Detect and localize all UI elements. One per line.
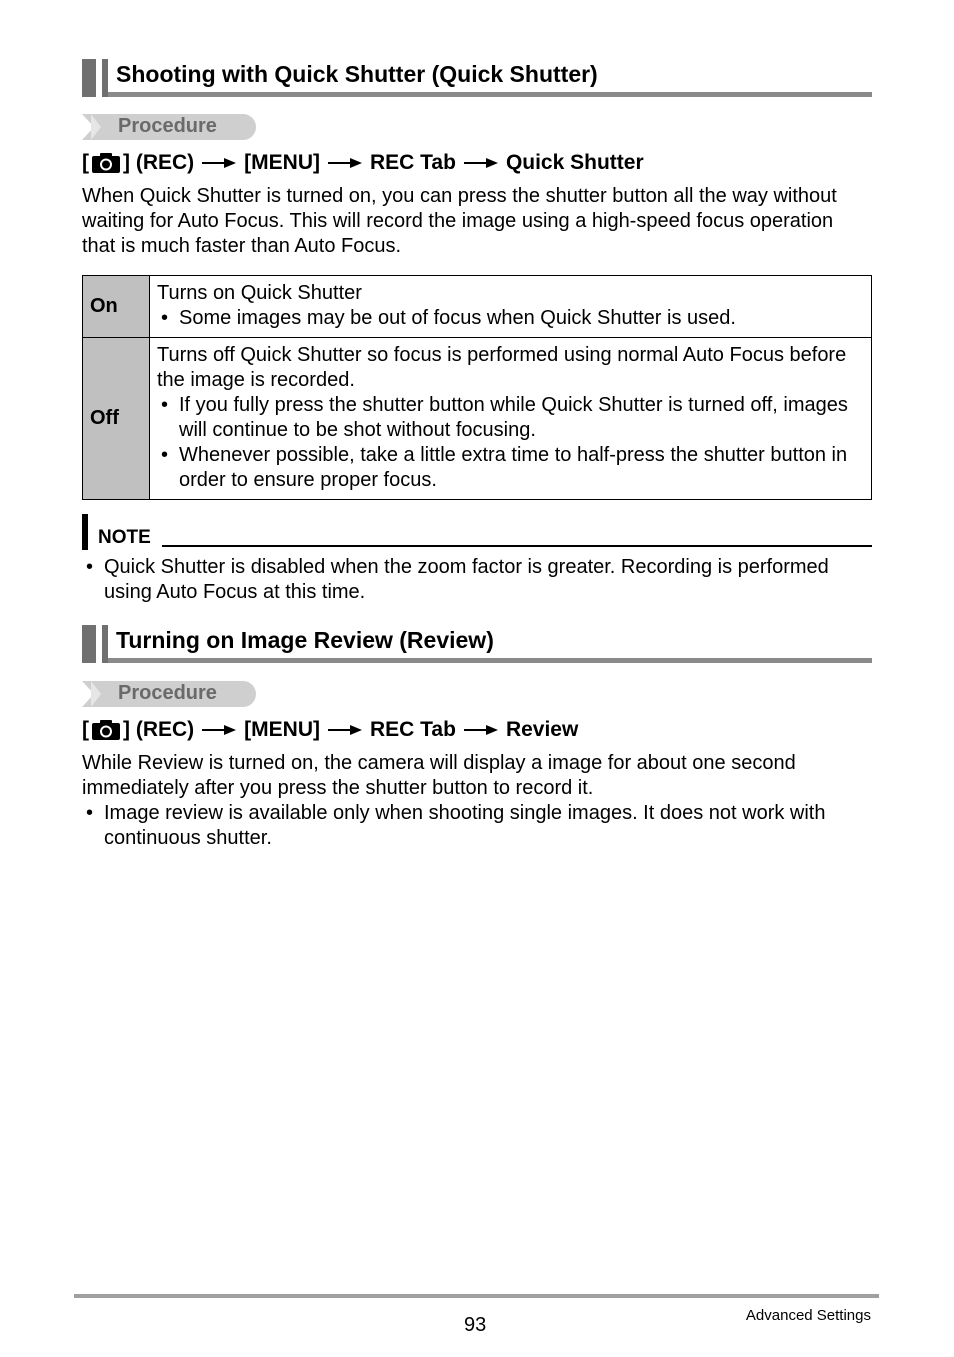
arrow-right-icon xyxy=(202,724,236,736)
table-row xyxy=(83,338,872,500)
heading-marker xyxy=(82,59,96,97)
note-marker xyxy=(82,514,88,550)
option-key: On xyxy=(83,276,150,338)
heading-rule xyxy=(108,92,872,97)
chevron-icon xyxy=(91,681,101,707)
table-row xyxy=(83,276,872,338)
section-description: When Quick Shutter is turned on, you can press the shutter button all the way without waiting for Auto Focus. This will record the image using a high-speed focus operation that is much faster than Auto Focus. xyxy=(82,185,837,257)
section-description: While Review is turned on, the camera will display a image for about one second immediately after you press the shutter button to record it. • Image review is available only when shooting single images. It does not work with continuous shutter. xyxy=(82,751,872,851)
note-rule xyxy=(162,545,872,547)
note-heading: NOTE xyxy=(82,514,872,550)
arrow-right-icon xyxy=(328,157,362,169)
arrow-right-icon xyxy=(328,724,362,736)
section-heading-quick-shutter xyxy=(82,59,872,97)
section-heading-review xyxy=(82,625,872,663)
arrow-right-icon xyxy=(202,157,236,169)
section-title: Shooting with Quick Shutter (Quick Shutter) xyxy=(116,61,598,87)
list-item: • Image review is available only when shooting single images. It does not work with continuous shutter. xyxy=(82,801,872,851)
arrow-right-icon xyxy=(464,157,498,169)
option-key: Off xyxy=(83,338,150,500)
chevron-icon xyxy=(91,114,101,140)
menu-path: [ ] (REC) [MENU] REC Tab Review xyxy=(82,718,579,741)
arrow-right-icon xyxy=(464,724,498,736)
list-item: • If you fully press the shutter button while Quick Shutter is turned off, images will continue to be shot without focusing. xyxy=(157,393,861,443)
camera-icon xyxy=(91,152,121,174)
section-title: Turning on Image Review (Review) xyxy=(116,627,494,653)
option-description: Turns on Quick Shutter • Some images may be out of focus when Quick Shutter is used. xyxy=(150,276,872,338)
heading-rule xyxy=(108,658,872,663)
page-number: 93 xyxy=(464,1314,487,1336)
heading-marker xyxy=(82,625,96,663)
list-item: • Whenever possible, take a little extra time to half-press the shutter button in order to ensure proper focus. xyxy=(157,443,861,493)
option-description: Turns off Quick Shutter so focus is performed using normal Auto Focus before the image is recorded. • If you fully press the shutter button while Quick Shutter is turned off, images will continue to be shot without focusing. • Whenever possible, take a little extra time to half-press the shutter button in order to ensure proper focus. xyxy=(150,338,872,500)
menu-path: [ ] (REC) [MENU] REC Tab Quick Shutter xyxy=(82,151,644,174)
list-item: • Some images may be out of focus when Quick Shutter is used. xyxy=(157,306,861,331)
camera-icon xyxy=(91,719,121,741)
note-body xyxy=(82,555,872,605)
settings-table xyxy=(82,275,872,500)
footer-rule xyxy=(74,1294,879,1298)
list-item: • Quick Shutter is disabled when the zoom factor is greater. Recording is performed using Auto Focus at this time. xyxy=(82,555,872,605)
footer-section-name: Advanced Settings xyxy=(745,1307,871,1324)
procedure-label: Procedure xyxy=(82,681,256,707)
procedure-label: Procedure xyxy=(82,114,256,140)
